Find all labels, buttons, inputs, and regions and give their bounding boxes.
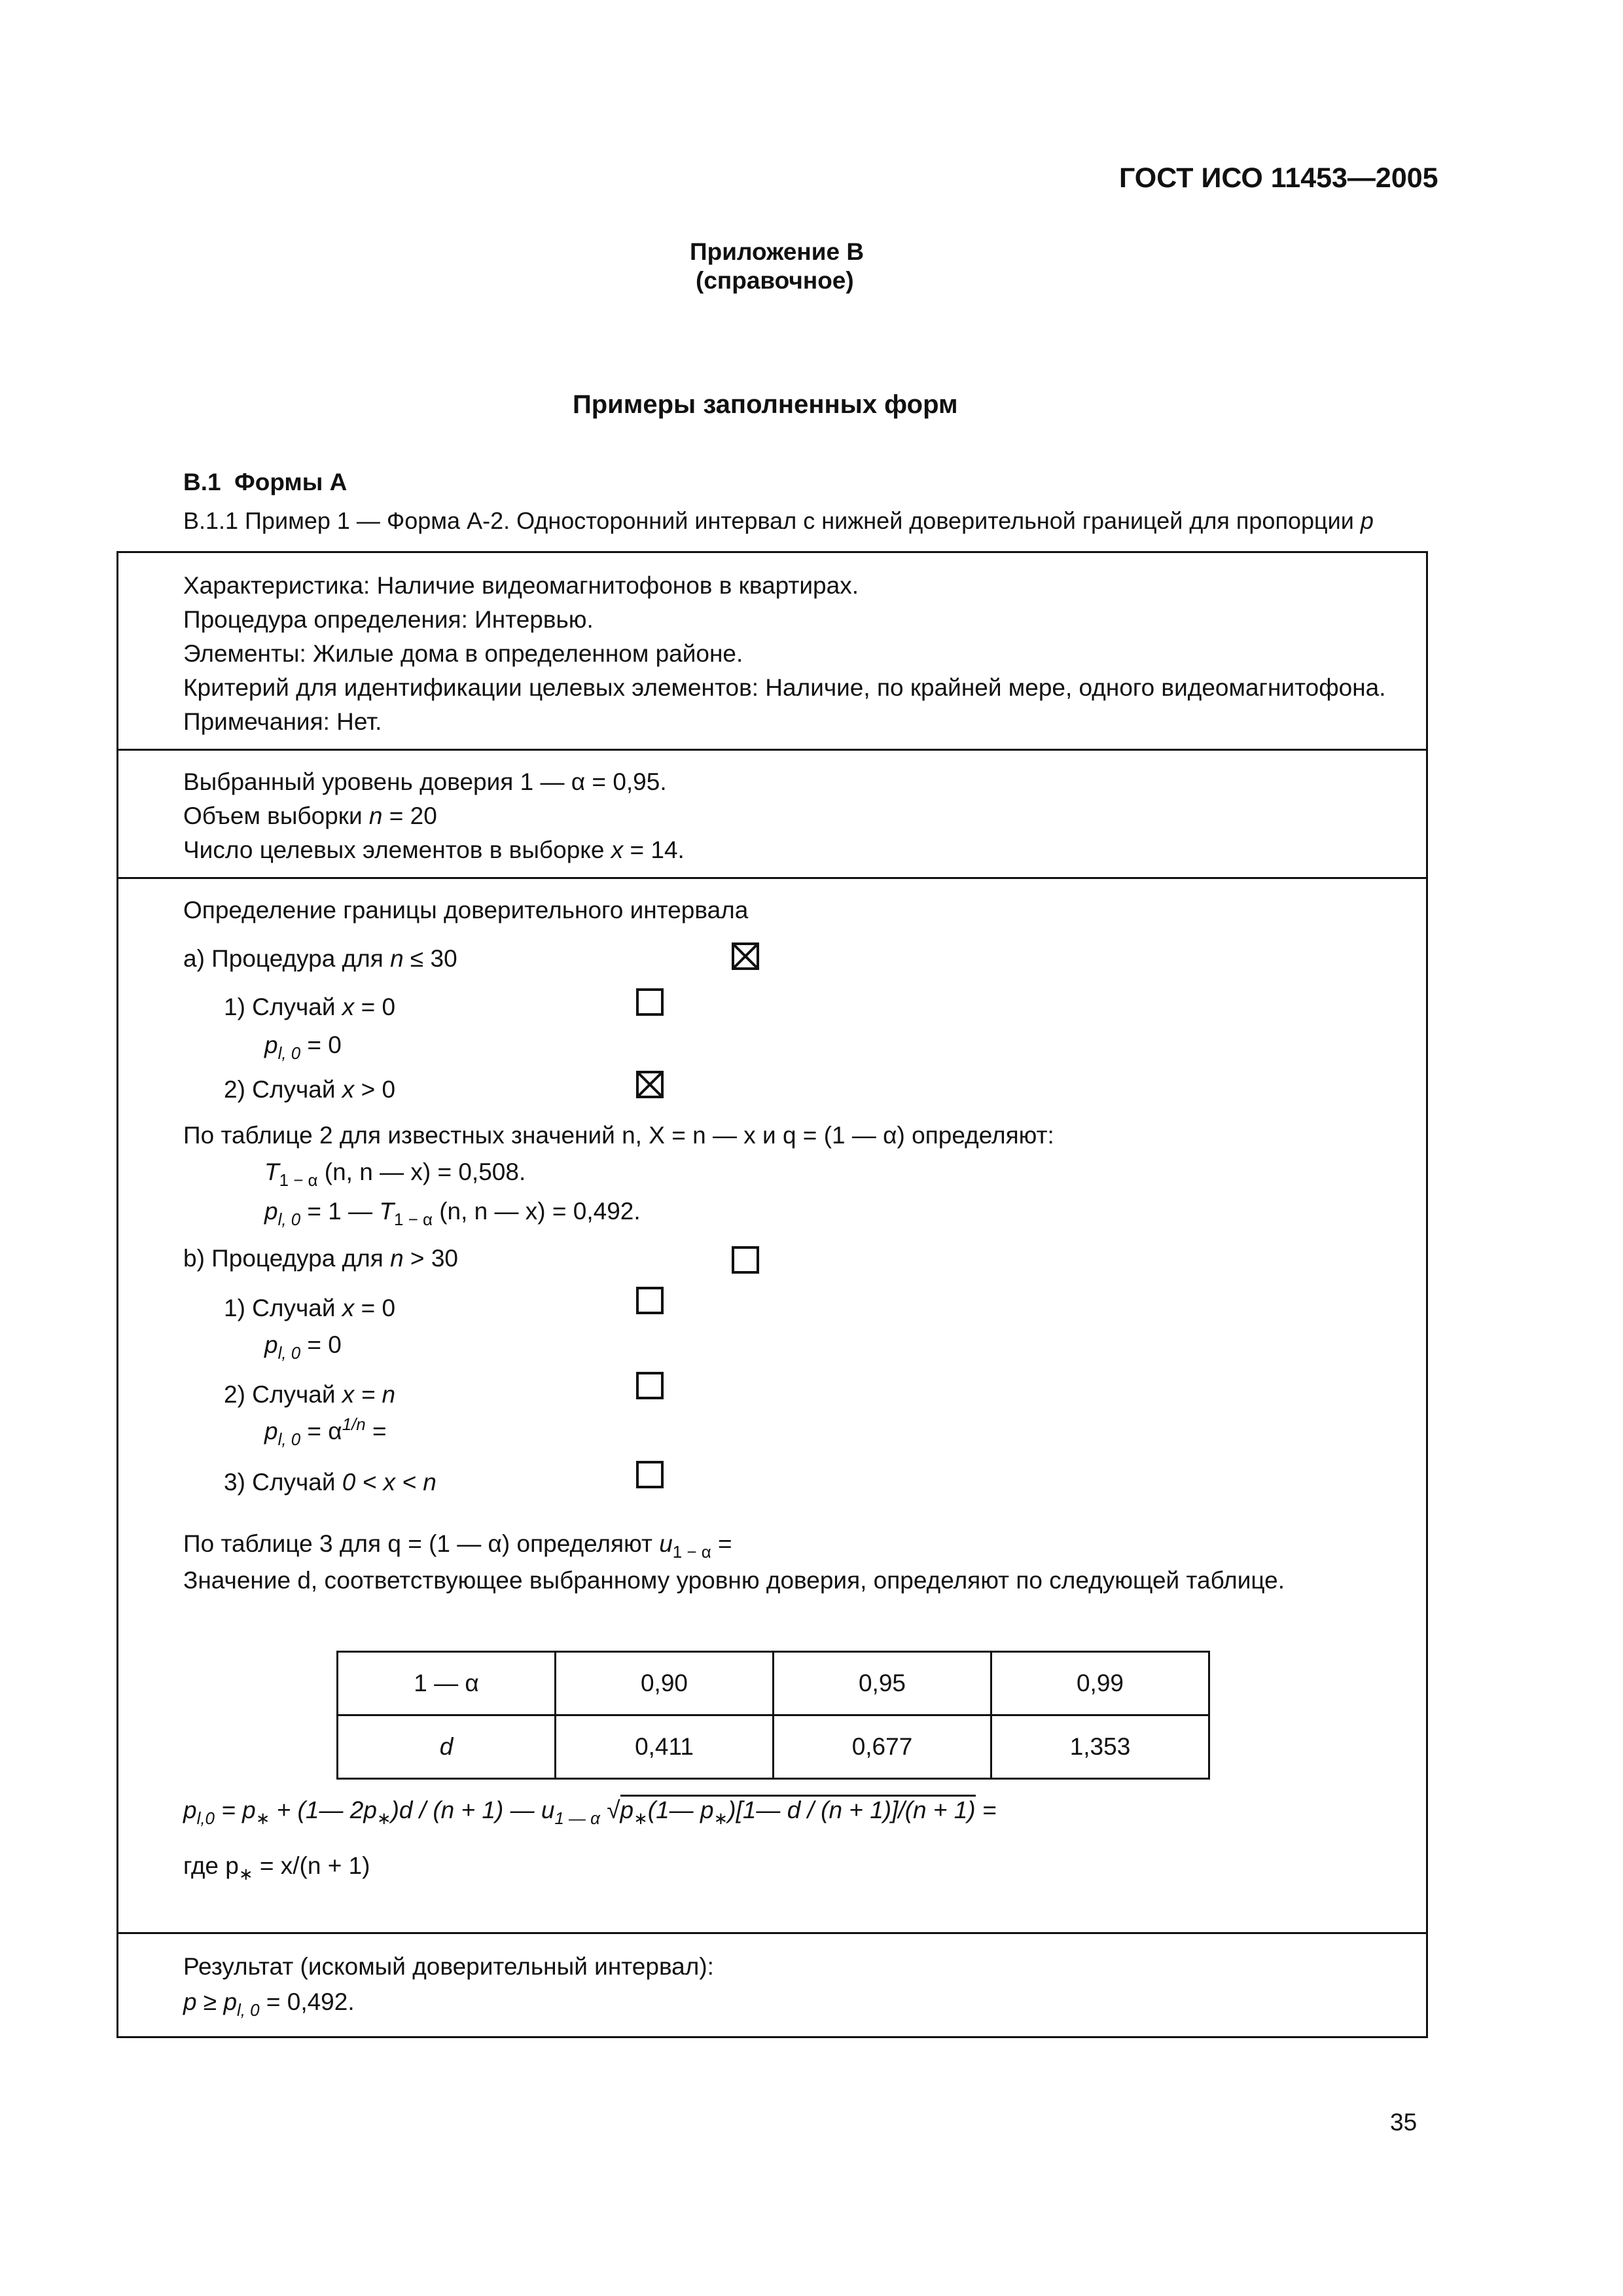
- case-b2-text: 2) Случай: [224, 1381, 342, 1408]
- t-value: (n, n — x) = 0,508.: [317, 1158, 526, 1185]
- block-divider: [116, 877, 1428, 879]
- case-a2-text: 2) Случай: [224, 1076, 342, 1103]
- d-instruction: Значение d, соответствующее выбранному уровню доверия, определяют по следующей таблице.: [183, 1567, 1285, 1594]
- star-subscript: ∗: [633, 1810, 648, 1829]
- p-subscript: l,0: [196, 1810, 215, 1829]
- subsection-text: В.1.1 Пример 1 — Форма А-2. Односторонний интервал с нижней доверительной границей для пропорции: [183, 507, 1354, 534]
- case-b1-label: [224, 1296, 395, 1320]
- p-subscript: l, 0: [237, 2001, 260, 2020]
- star-subscript: ∗: [255, 1810, 270, 1829]
- sample-size-var: n: [368, 802, 383, 829]
- case-b1-checkbox[interactable]: [636, 1287, 664, 1314]
- t-symbol: T: [379, 1198, 395, 1225]
- appendix-subtitle: (справочное): [696, 267, 854, 294]
- case-b2-cond: x = n: [342, 1381, 396, 1408]
- p-symbol: p: [264, 1418, 278, 1444]
- sqrt-icon: √: [607, 1797, 620, 1823]
- formula-radical: [620, 1795, 976, 1829]
- case-b3-label: [224, 1470, 437, 1494]
- checked-cross-icon: [639, 1073, 661, 1096]
- case-a1-cond: = 0: [354, 994, 396, 1020]
- document-code: ГОСТ ИСО 11453—2005: [1119, 162, 1438, 194]
- case-a1-checkbox[interactable]: [636, 988, 664, 1016]
- section-heading: [183, 470, 347, 494]
- case-b3-checkbox[interactable]: [636, 1461, 664, 1488]
- where-label: где p: [183, 1852, 239, 1879]
- d-table-row: [338, 1715, 1209, 1779]
- procedure-a-cond: ≤ 30: [403, 945, 457, 972]
- d-table-cell: 1,353: [991, 1715, 1209, 1779]
- where-expression: = x/(n + 1): [253, 1852, 370, 1879]
- case-b2-formula-end: =: [365, 1418, 387, 1444]
- u-equals: =: [711, 1530, 732, 1557]
- t-symbol: T: [264, 1158, 279, 1185]
- formula-middle-2: )d / (n + 1) — u: [391, 1797, 555, 1823]
- case-b2-label: [224, 1382, 395, 1407]
- case-a2-checkbox[interactable]: [636, 1071, 664, 1098]
- block-divider: [116, 749, 1428, 751]
- target-count-var: x: [611, 836, 624, 863]
- procedure-a-text: a) Процедура для: [183, 945, 391, 972]
- where-line: [183, 1852, 370, 1884]
- appendix-title: Приложение В: [690, 238, 865, 265]
- root-part-3: )[1— d / (n + 1)]/(n + 1): [728, 1797, 976, 1823]
- case-b1-text: 1) Случай: [224, 1295, 342, 1321]
- case-b2-formula-alpha: = α: [300, 1418, 342, 1444]
- case-b1-cond: = 0: [354, 1295, 396, 1321]
- target-count-value: = 14.: [623, 836, 685, 863]
- bound-heading: Определение границы доверительного интервала: [183, 897, 749, 924]
- case-a2-cond: > 0: [354, 1076, 396, 1103]
- root-p: p: [620, 1797, 634, 1823]
- d-table-header-row: [338, 1652, 1209, 1715]
- case-b2-checkbox[interactable]: [636, 1372, 664, 1399]
- checked-cross-icon: [734, 945, 757, 967]
- case-a2-label: [224, 1077, 395, 1102]
- page-title: Примеры заполненных форм: [573, 390, 958, 419]
- characteristic-line: Характеристика: Наличие видеомагнитофонов в квартирах.: [183, 572, 859, 599]
- u-subscript: 1 — α: [554, 1810, 600, 1829]
- u-symbol: u: [659, 1530, 673, 1557]
- case-b1-formula-value: = 0: [300, 1331, 342, 1358]
- case-b2-exponent: 1/n: [342, 1415, 366, 1434]
- d-table-cell: d: [338, 1715, 556, 1779]
- d-table-cell: 0,411: [556, 1715, 774, 1779]
- d-table-cell: 0,99: [991, 1652, 1209, 1715]
- formula-middle: + (1— 2p: [270, 1797, 377, 1823]
- star-subscript: ∗: [376, 1810, 391, 1829]
- result-number: = 0,492.: [259, 1988, 355, 2015]
- procedure-a-var: n: [390, 945, 404, 972]
- d-table-cell: 0,95: [774, 1652, 991, 1715]
- d-table-cell: 0,677: [774, 1715, 991, 1779]
- case-a1-var: x: [342, 994, 355, 1020]
- case-a1-formula-value: = 0: [300, 1031, 342, 1058]
- result-label: Результат (искомый доверительный интервал):: [183, 1953, 714, 1980]
- section-number: В.1: [183, 469, 221, 495]
- p-subscript: l, 0: [277, 1344, 301, 1363]
- result-value: [183, 1988, 355, 2020]
- procedure-b-label: [183, 1246, 458, 1270]
- d-table: [336, 1651, 1210, 1780]
- p-subscript: l, 0: [277, 1431, 301, 1450]
- section-name: Формы А: [234, 469, 348, 495]
- case-a1-label: [224, 995, 395, 1019]
- case-b1-formula: [264, 1331, 342, 1363]
- p-subscript: l, 0: [277, 1211, 301, 1230]
- case-b3-text: 3) Случай: [224, 1469, 342, 1496]
- target-count-label: Число целевых элементов в выборке: [183, 836, 611, 863]
- pl0-value: (n, n — x) = 0,492.: [432, 1198, 641, 1225]
- criterion-line: Критерий для идентификации целевых элементов: Наличие, по крайней мере, одного видеомагнитофона.: [183, 674, 1386, 701]
- block-divider: [116, 1932, 1428, 1934]
- page-number: 35: [1390, 2109, 1418, 2136]
- table2-instruction: По таблице 2 для известных значений n, X = n — x и q = (1 — α) определяют:: [183, 1122, 1054, 1149]
- formula-end: =: [975, 1797, 997, 1823]
- p-symbol: p: [264, 1198, 278, 1225]
- procedure-b-var: n: [390, 1245, 404, 1272]
- t-subscript: 1 − α: [394, 1211, 433, 1230]
- procedure-b-checkbox[interactable]: [732, 1246, 759, 1274]
- case-a1-formula: [264, 1031, 342, 1064]
- subsection-heading: [183, 509, 1374, 533]
- case-b2-formula: [264, 1415, 387, 1450]
- table3-instruction: [183, 1530, 732, 1562]
- target-count-line: [183, 838, 685, 862]
- sample-size-label: Объем выборки: [183, 802, 369, 829]
- sample-size-line: [183, 804, 437, 828]
- notes-line: Примечания: Нет.: [183, 708, 382, 735]
- case-a2-var: x: [342, 1076, 355, 1103]
- p-symbol: p: [264, 1031, 278, 1058]
- procedure-a-checkbox[interactable]: [732, 942, 759, 970]
- elements-line: Элементы: Жилые дома в определенном районе.: [183, 640, 743, 667]
- p-subscript: l, 0: [277, 1045, 301, 1064]
- sample-size-value: = 20: [382, 802, 437, 829]
- pl0-formula: [183, 1795, 997, 1829]
- procedure-a-label: [183, 946, 457, 971]
- root-part-2: (1— p: [647, 1797, 714, 1823]
- confidence-level-line: Выбранный уровень доверия 1 — α = 0,95.: [183, 768, 667, 795]
- case-b1-var: x: [342, 1295, 355, 1321]
- p-symbol: p: [264, 1331, 278, 1358]
- d-table-cell: 0,90: [556, 1652, 774, 1715]
- star-subscript: ∗: [238, 1865, 253, 1884]
- formula-lhs: = p: [214, 1797, 256, 1823]
- subsection-variable: p: [1360, 507, 1374, 534]
- star-subscript: ∗: [713, 1810, 728, 1829]
- p-symbol: p: [183, 1797, 197, 1823]
- u-subscript: 1 − α: [672, 1543, 711, 1562]
- procedure-line: Процедура определения: Интервью.: [183, 606, 594, 633]
- result-lhs: p ≥ p: [183, 1988, 238, 2015]
- d-table-cell: 1 — α: [338, 1652, 556, 1715]
- procedure-b-text: b) Процедура для: [183, 1245, 391, 1272]
- table3-text: По таблице 3 для q = (1 — α) определяют: [183, 1530, 660, 1557]
- procedure-b-cond: > 30: [403, 1245, 458, 1272]
- case-a1-text: 1) Случай: [224, 994, 342, 1020]
- pl0-equals: = 1 —: [300, 1198, 380, 1225]
- t-value-line: [264, 1158, 526, 1191]
- case-b3-cond: 0 < x < n: [342, 1469, 437, 1496]
- t-subscript: 1 − α: [279, 1172, 318, 1191]
- pl0-value-line: [264, 1198, 641, 1230]
